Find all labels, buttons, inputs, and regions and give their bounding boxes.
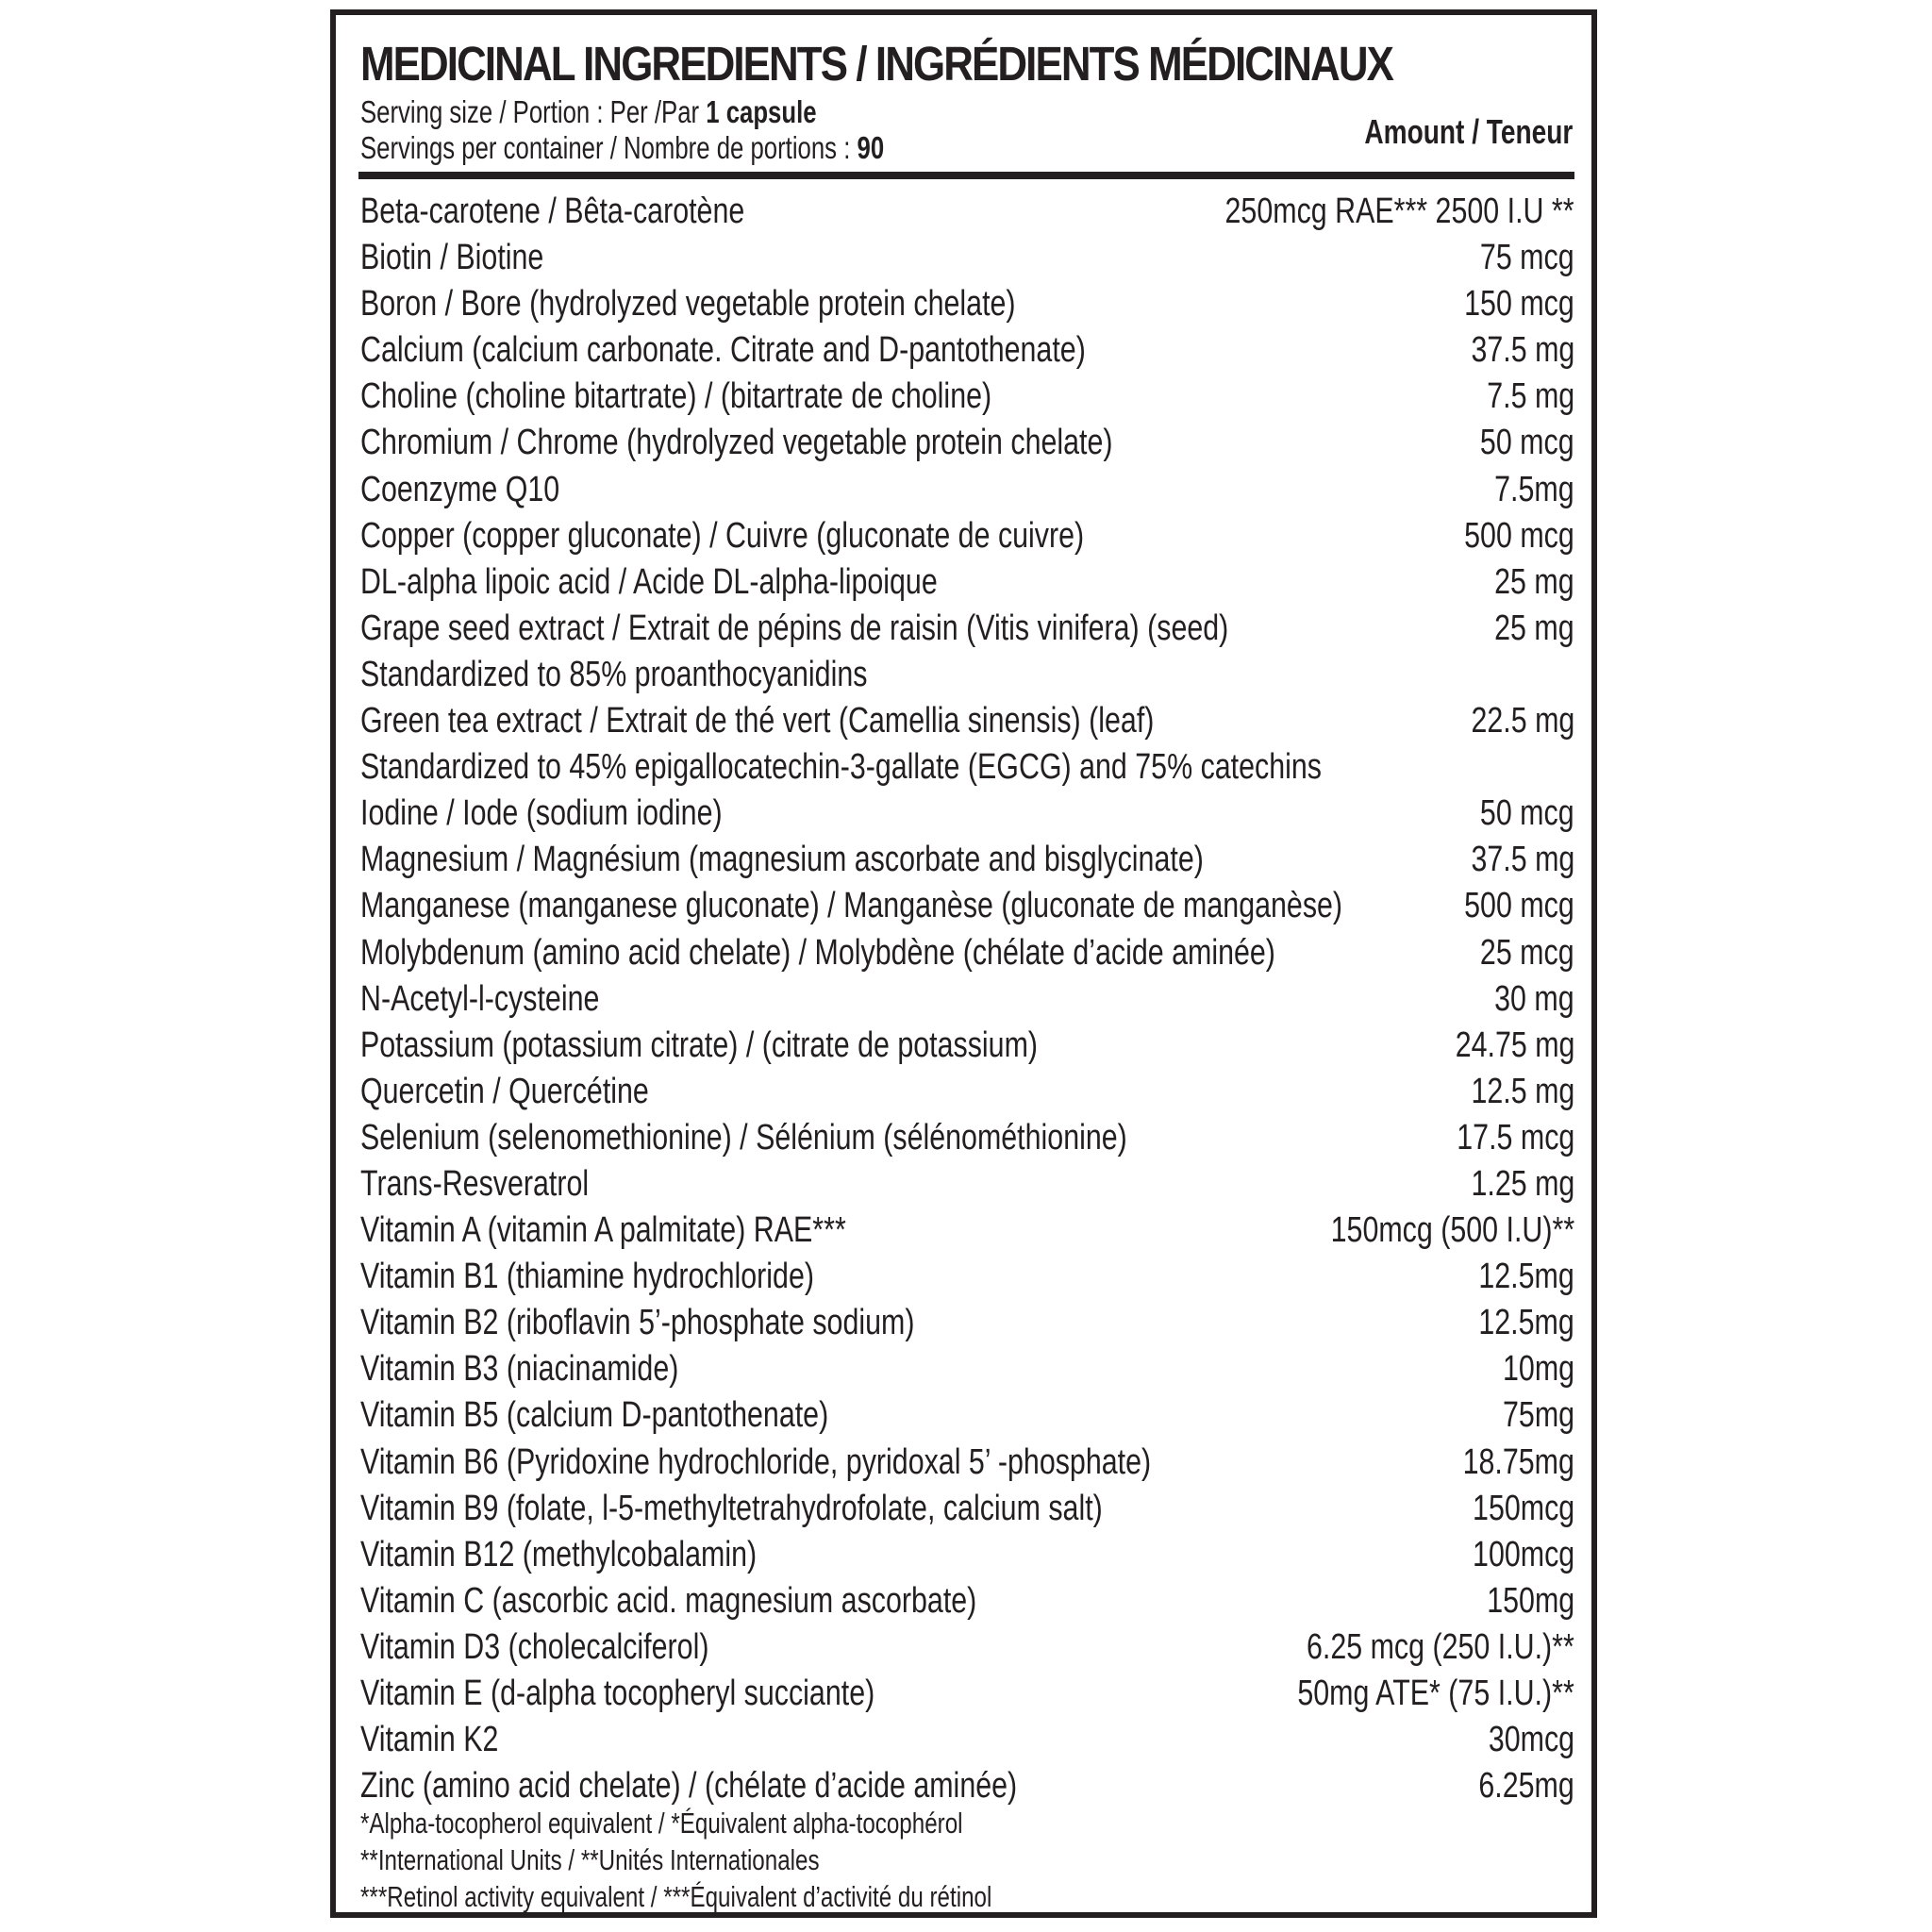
ingredient-row	[360, 698, 1574, 744]
ingredient-name: Zinc (amino acid chelate) / (chélate d’acide aminée)	[360, 1766, 1018, 1807]
header-divider	[358, 172, 1574, 179]
ingredient-amount: 150mg	[1487, 1580, 1574, 1621]
ingredient-row	[360, 791, 1574, 837]
ingredient-name: Vitamin B1 (thiamine hydrochloride)	[360, 1257, 814, 1297]
serving-size-line	[360, 94, 884, 130]
ingredient-amount: 150 mcg	[1464, 284, 1574, 325]
ingredient-amount: 50 mcg	[1480, 793, 1574, 834]
ingredient-row	[360, 883, 1574, 929]
footnotes	[360, 1805, 1574, 1915]
ingredient-name: Vitamin A (vitamin A palmitate) RAE***	[360, 1210, 846, 1251]
ingredient-row	[360, 1023, 1574, 1069]
ingredient-row	[360, 1208, 1574, 1254]
ingredient-name: Molybdenum (amino acid chelate) / Molybdène (chélate d’acide aminée)	[360, 932, 1275, 973]
ingredient-name: Manganese (manganese gluconate) / Manganèse (gluconate de manganèse)	[360, 886, 1343, 926]
ingredient-amount: 12.5mg	[1478, 1303, 1574, 1343]
servings-per-container-line	[360, 130, 884, 166]
ingredient-row	[360, 420, 1574, 466]
ingredient-list	[360, 189, 1574, 1809]
ingredient-row	[360, 235, 1574, 281]
ingredient-row	[360, 1254, 1574, 1300]
servings-value: 90	[857, 130, 885, 165]
ingredient-row	[360, 1671, 1574, 1717]
ingredient-name: Green tea extract / Extrait de thé vert (Camellia sinensis) (leaf)	[360, 701, 1155, 741]
ingredient-amount: 150mcg (500 I.U)**	[1330, 1210, 1574, 1251]
ingredient-name: Chromium / Chrome (hydrolyzed vegetable protein chelate)	[360, 423, 1113, 463]
ingredient-row	[360, 652, 1574, 698]
ingredient-amount: 12.5 mg	[1471, 1071, 1574, 1111]
ingredient-row	[360, 189, 1574, 235]
ingredient-amount: 1.25 mg	[1471, 1163, 1574, 1204]
ingredient-name: Vitamin B12 (methylcobalamin)	[360, 1534, 758, 1574]
ingredient-row	[360, 1717, 1574, 1763]
ingredient-amount: 7.5 mg	[1487, 376, 1574, 417]
ingredient-row	[360, 1578, 1574, 1624]
ingredient-row	[360, 606, 1574, 652]
ingredient-name: Selenium (selenomethionine) / Sélénium (sélénométhionine)	[360, 1117, 1127, 1158]
ingredient-name: Vitamin B5 (calcium D-pantothenate)	[360, 1395, 829, 1436]
ingredient-amount: 12.5mg	[1478, 1257, 1574, 1297]
ingredient-amount: 75mg	[1502, 1395, 1574, 1436]
ingredient-row	[360, 1486, 1574, 1532]
ingredient-row	[360, 1115, 1574, 1161]
ingredient-amount: 150mcg	[1472, 1488, 1574, 1528]
ingredient-amount: 37.5 mg	[1471, 330, 1574, 371]
ingredient-amount: 50 mcg	[1480, 423, 1574, 463]
serving-size-label: Serving size / Portion : Per /Par	[360, 94, 700, 129]
serving-size-value: 1 capsule	[706, 94, 817, 129]
ingredient-name: Vitamin B9 (folate, l-5-methyltetrahydrofolate, calcium salt)	[360, 1488, 1103, 1528]
ingredient-row	[360, 1440, 1574, 1486]
ingredient-row	[360, 1624, 1574, 1671]
ingredient-name: Biotin / Biotine	[360, 238, 544, 278]
ingredient-row	[360, 467, 1574, 513]
ingredient-name: Calcium (calcium carbonate. Citrate and D-pantothenate)	[360, 330, 1086, 371]
serving-info	[360, 94, 884, 166]
ingredient-row	[360, 744, 1574, 791]
ingredient-row	[360, 976, 1574, 1023]
ingredient-amount: 30 mg	[1494, 978, 1574, 1019]
ingredient-row	[360, 1763, 1574, 1809]
ingredient-name: Vitamin C (ascorbic acid. magnesium ascorbate)	[360, 1580, 977, 1621]
supplement-facts-panel	[330, 9, 1597, 1918]
ingredient-name: Beta-carotene / Bêta-carotène	[360, 192, 745, 231]
ingredient-row	[360, 1346, 1574, 1392]
ingredient-amount: 6.25mg	[1478, 1766, 1574, 1807]
ingredient-name: Vitamin B6 (Pyridoxine hydrochloride, pyridoxal 5’ -phosphate)	[360, 1441, 1152, 1482]
footnote-iu: **International Units / **Unités Internationales	[360, 1843, 820, 1876]
ingredient-amount: 7.5mg	[1494, 469, 1574, 509]
ingredient-amount: 17.5 mcg	[1456, 1117, 1574, 1158]
ingredient-name: Standardized to 45% epigallocatechin-3-gallate (EGCG) and 75% catechins	[360, 747, 1322, 788]
ingredient-name: Trans-Resveratrol	[360, 1163, 590, 1204]
ingredient-amount: 500 mcg	[1464, 515, 1574, 556]
ingredient-name: Quercetin / Quercétine	[360, 1071, 649, 1111]
ingredient-row	[360, 1532, 1574, 1578]
ingredient-name: Coenzyme Q10	[360, 469, 560, 509]
ingredient-name: Vitamin E (d-alpha tocopheryl succiante)	[360, 1674, 875, 1713]
footnote-ate: *Alpha-tocopherol equivalent / *Équivalent alpha-tocophérol	[360, 1807, 963, 1840]
ingredient-row	[360, 1300, 1574, 1346]
ingredient-name: Iodine / Iode (sodium iodine)	[360, 793, 723, 834]
servings-label: Servings per container / Nombre de portions :	[360, 130, 851, 165]
ingredient-row	[360, 281, 1574, 327]
ingredient-amount: 37.5 mg	[1471, 840, 1574, 880]
ingredient-row	[360, 930, 1574, 976]
ingredient-row	[360, 1069, 1574, 1115]
ingredient-name: Potassium (potassium citrate) / (citrate de potassium)	[360, 1024, 1039, 1065]
ingredient-row	[360, 513, 1574, 559]
ingredient-name: Standardized to 85% proanthocyanidins	[360, 654, 868, 694]
panel-title: MEDICINAL INGREDIENTS / INGRÉDIENTS MÉDICINAUX	[360, 37, 1393, 91]
ingredient-amount: 18.75mg	[1462, 1441, 1574, 1482]
ingredient-row	[360, 1161, 1574, 1208]
ingredient-amount: 25 mg	[1494, 608, 1574, 648]
ingredient-amount: 50mg ATE* (75 I.U.)**	[1297, 1674, 1574, 1713]
ingredient-amount: 6.25 mcg (250 I.U.)**	[1307, 1626, 1574, 1667]
amount-column-header: Amount / Teneur	[1364, 112, 1573, 151]
ingredient-amount: 25 mg	[1494, 561, 1574, 602]
ingredient-row	[360, 837, 1574, 883]
ingredient-amount: 25 mcg	[1480, 932, 1574, 973]
ingredient-row	[360, 559, 1574, 606]
ingredient-name: Vitamin D3 (cholecalciferol)	[360, 1626, 709, 1667]
ingredient-name: DL-alpha lipoic acid / Acide DL-alpha-lipoique	[360, 561, 938, 602]
ingredient-name: Magnesium / Magnésium (magnesium ascorbate and bisglycinate)	[360, 840, 1204, 880]
ingredient-name: Vitamin K2	[360, 1720, 499, 1760]
ingredient-amount: 500 mcg	[1464, 886, 1574, 926]
ingredient-row	[360, 374, 1574, 420]
ingredient-row	[360, 1392, 1574, 1439]
ingredient-amount: 10mg	[1502, 1349, 1574, 1390]
ingredient-name: Boron / Bore (hydrolyzed vegetable protein chelate)	[360, 284, 1016, 325]
ingredient-name: Choline (choline bitartrate) / (bitartrate de choline)	[360, 376, 992, 417]
ingredient-name: Vitamin B2 (riboflavin 5’-phosphate sodium)	[360, 1303, 915, 1343]
ingredient-name: N-Acetyl-l-cysteine	[360, 978, 600, 1019]
ingredient-amount: 30mcg	[1488, 1720, 1574, 1760]
ingredient-amount: 250mcg RAE*** 2500 I.U **	[1224, 192, 1574, 231]
ingredient-amount: 75 mcg	[1480, 238, 1574, 278]
ingredient-name: Copper (copper gluconate) / Cuivre (gluconate de cuivre)	[360, 515, 1085, 556]
ingredient-name: Vitamin B3 (niacinamide)	[360, 1349, 679, 1390]
ingredient-amount: 22.5 mg	[1471, 701, 1574, 741]
ingredient-name: Grape seed extract / Extrait de pépins de raisin (Vitis vinifera) (seed)	[360, 608, 1229, 648]
ingredient-row	[360, 327, 1574, 374]
footnote-rae: ***Retinol activity equivalent / ***Équivalent d’activité du rétinol	[360, 1880, 992, 1913]
ingredient-amount: 100mcg	[1472, 1534, 1574, 1574]
ingredient-amount: 24.75 mg	[1455, 1024, 1574, 1065]
